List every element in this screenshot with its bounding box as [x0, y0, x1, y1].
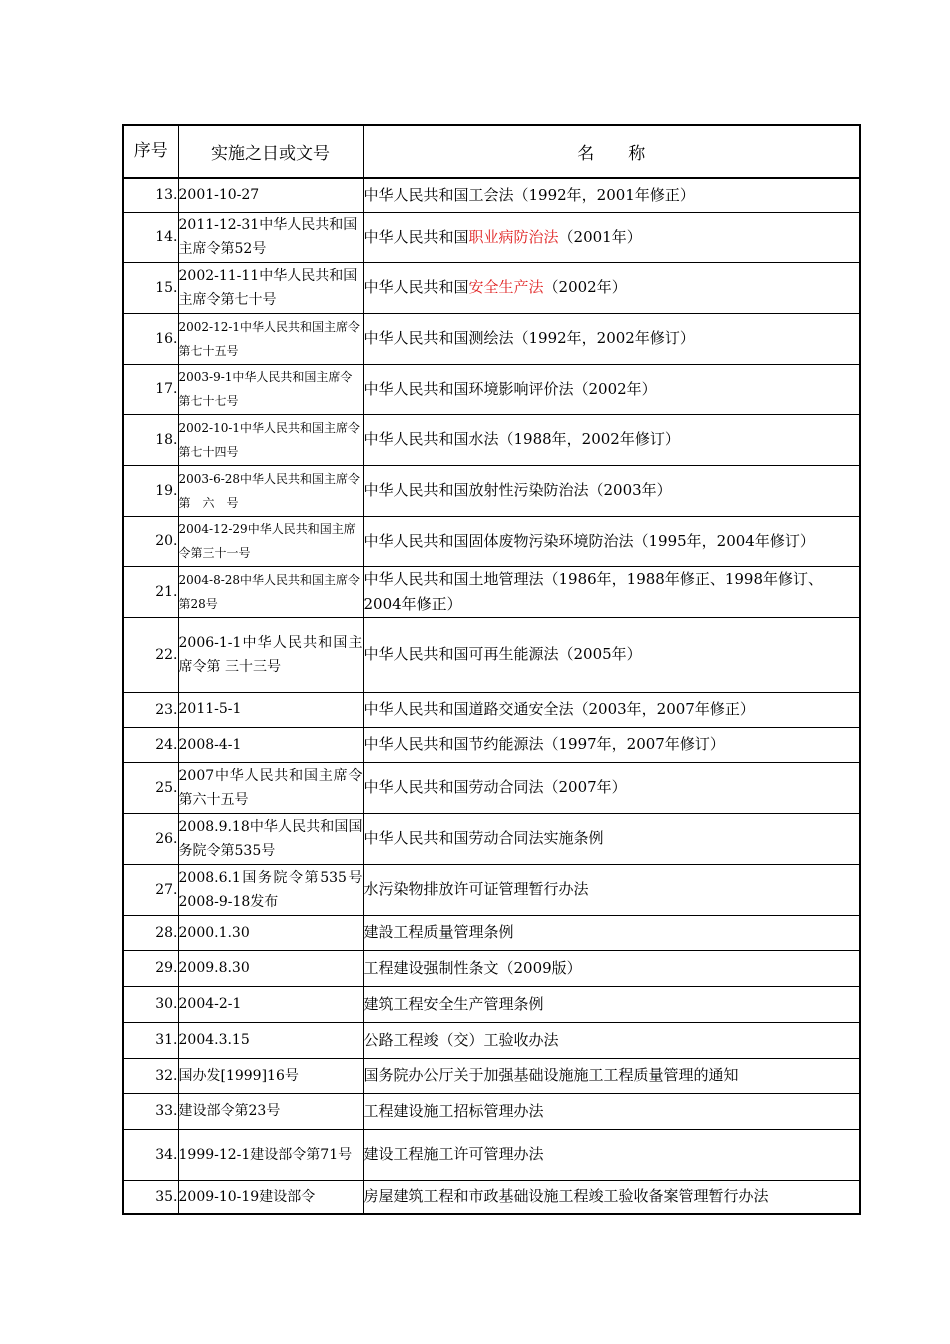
table-row — [123, 212, 860, 262]
row-date: 2000.1.30 — [178, 915, 363, 950]
row-seq: 14. — [123, 212, 178, 262]
regulations-table — [122, 124, 861, 1215]
row-date: 2004-2-1 — [178, 986, 363, 1022]
row-name: 中华人民共和国环境影响评价法（2002年） — [363, 364, 860, 414]
row-date: 2008-4-1 — [178, 727, 363, 762]
row-seq: 35. — [123, 1180, 178, 1214]
row-date: 2004.3.15 — [178, 1022, 363, 1058]
row-name: 公路工程竣（交）工验收办法 — [363, 1022, 860, 1058]
row-date: 2002-12-1中华人民共和国主席令第七十五号 — [178, 313, 363, 364]
table-row — [123, 1058, 860, 1093]
row-date: 1999-12-1建设部令第71号 — [178, 1129, 363, 1180]
row-name: 建设工程施工许可管理办法 — [363, 1129, 860, 1180]
row-seq: 18. — [123, 414, 178, 465]
table-row — [123, 1022, 860, 1058]
table-row — [123, 1129, 860, 1180]
row-date: 2011-12-31中华人民共和国主席令第52号 — [178, 212, 363, 262]
row-seq: 17. — [123, 364, 178, 414]
row-name: 中华人民共和国固体废物污染环境防治法（1995年，2004年修订） — [363, 516, 860, 566]
row-name — [363, 262, 860, 313]
row-date: 建设部令第23号 — [178, 1093, 363, 1129]
row-seq: 20. — [123, 516, 178, 566]
row-date: 2008.6.1国务院令第535号2008-9-18发布 — [178, 864, 363, 915]
table-row — [123, 566, 860, 617]
row-name-text: （2001年） — [558, 227, 642, 246]
row-name-text: 中华人民共和国 — [363, 227, 469, 246]
row-name: 工程建设强制性条文（2009版） — [363, 950, 860, 986]
row-name-text: 中华人民共和国 — [363, 278, 469, 296]
table-row — [123, 313, 860, 364]
row-seq: 13. — [123, 178, 178, 212]
row-seq: 16. — [123, 313, 178, 364]
row-seq: 15. — [123, 262, 178, 313]
row-name: 中华人民共和国劳动合同法（2007年） — [363, 762, 860, 813]
row-name-text: （2002年） — [543, 278, 627, 296]
row-date: 2002-11-11中华人民共和国主席令第七十号 — [178, 262, 363, 313]
table-row — [123, 516, 860, 566]
header-date: 实施之日或文号 — [178, 125, 363, 178]
row-name: 水污染物排放许可证管理暂行办法 — [363, 864, 860, 915]
row-date: 2004-8-28中华人民共和国主席令第28号 — [178, 566, 363, 617]
row-name: 中华人民共和国放射性污染防治法（2003年） — [363, 465, 860, 516]
row-name: 中华人民共和国土地管理法（1986年，1988年修正、1998年修订、2004年修正） — [363, 566, 860, 617]
row-name: 中华人民共和国劳动合同法实施条例 — [363, 813, 860, 864]
table-row — [123, 465, 860, 516]
row-name: 建筑工程安全生产管理条例 — [363, 986, 860, 1022]
row-date: 2001-10-27 — [178, 178, 363, 212]
header-name-part1: 名 — [577, 144, 595, 164]
row-name: 中华人民共和国可再生能源法（2005年） — [363, 617, 860, 692]
row-date: 国办发[1999]16号 — [178, 1058, 363, 1093]
table-header-row — [123, 125, 860, 178]
row-date: 2007中华人民共和国主席令第六十五号 — [178, 762, 363, 813]
row-date: 2003-9-1中华人民共和国主席令第七十七号 — [178, 364, 363, 414]
row-seq: 23. — [123, 692, 178, 727]
row-name: 中华人民共和国道路交通安全法（2003年，2007年修正） — [363, 692, 860, 727]
row-seq: 21. — [123, 566, 178, 617]
table-row — [123, 1180, 860, 1214]
row-seq: 31. — [123, 1022, 178, 1058]
header-name-part2: 称 — [628, 144, 646, 164]
header-name — [363, 125, 860, 178]
table-row — [123, 950, 860, 986]
row-name: 中华人民共和国节约能源法（1997年，2007年修订） — [363, 727, 860, 762]
row-date: 2011-5-1 — [178, 692, 363, 727]
row-name: 中华人民共和国工会法（1992年，2001年修正） — [363, 178, 860, 212]
table-row — [123, 692, 860, 727]
row-seq: 26. — [123, 813, 178, 864]
row-seq: 30. — [123, 986, 178, 1022]
row-name: 房屋建筑工程和市政基础设施工程竣工验收备案管理暂行办法 — [363, 1180, 860, 1214]
row-seq: 19. — [123, 465, 178, 516]
table-row — [123, 364, 860, 414]
row-seq: 32. — [123, 1058, 178, 1093]
table-row — [123, 864, 860, 915]
row-name — [363, 212, 860, 262]
row-date: 2009-10-19建设部令 — [178, 1180, 363, 1214]
row-name: 中华人民共和国水法（1988年，2002年修订） — [363, 414, 860, 465]
row-name: 建設工程质量管理条例 — [363, 915, 860, 950]
row-seq: 25. — [123, 762, 178, 813]
row-seq: 27. — [123, 864, 178, 915]
header-seq: 序号 — [123, 125, 178, 178]
row-seq: 28. — [123, 915, 178, 950]
table-row — [123, 262, 860, 313]
row-date: 2008.9.18中华人民共和国国务院令第535号 — [178, 813, 363, 864]
row-date: 2002-10-1中华人民共和国主席令第七十四号 — [178, 414, 363, 465]
table-row — [123, 617, 860, 692]
row-seq: 33. — [123, 1093, 178, 1129]
row-date: 2009.8.30 — [178, 950, 363, 986]
row-seq: 24. — [123, 727, 178, 762]
row-name: 国务院办公厅关于加强基础设施施工工程质量管理的通知 — [363, 1058, 860, 1093]
table-row — [123, 813, 860, 864]
row-date: 2006-1-1中华人民共和国主席令第 三十三号 — [178, 617, 363, 692]
row-seq: 34. — [123, 1129, 178, 1180]
table-row — [123, 1093, 860, 1129]
row-name-highlight: 安全生产法 — [468, 278, 544, 296]
row-name: 工程建设施工招标管理办法 — [363, 1093, 860, 1129]
table-row — [123, 762, 860, 813]
table-row — [123, 986, 860, 1022]
row-name: 中华人民共和国测绘法（1992年，2002年修订） — [363, 313, 860, 364]
row-date: 2004-12-29中华人民共和国主席令第三十一号 — [178, 516, 363, 566]
row-name-highlight: 职业病防治法 — [468, 227, 559, 246]
row-seq: 22. — [123, 617, 178, 692]
row-date: 2003-6-28中华人民共和国主席令 第 六 号 — [178, 465, 363, 516]
table-row — [123, 414, 860, 465]
row-seq: 29. — [123, 950, 178, 986]
table-row — [123, 915, 860, 950]
table-row — [123, 178, 860, 212]
table-row — [123, 727, 860, 762]
